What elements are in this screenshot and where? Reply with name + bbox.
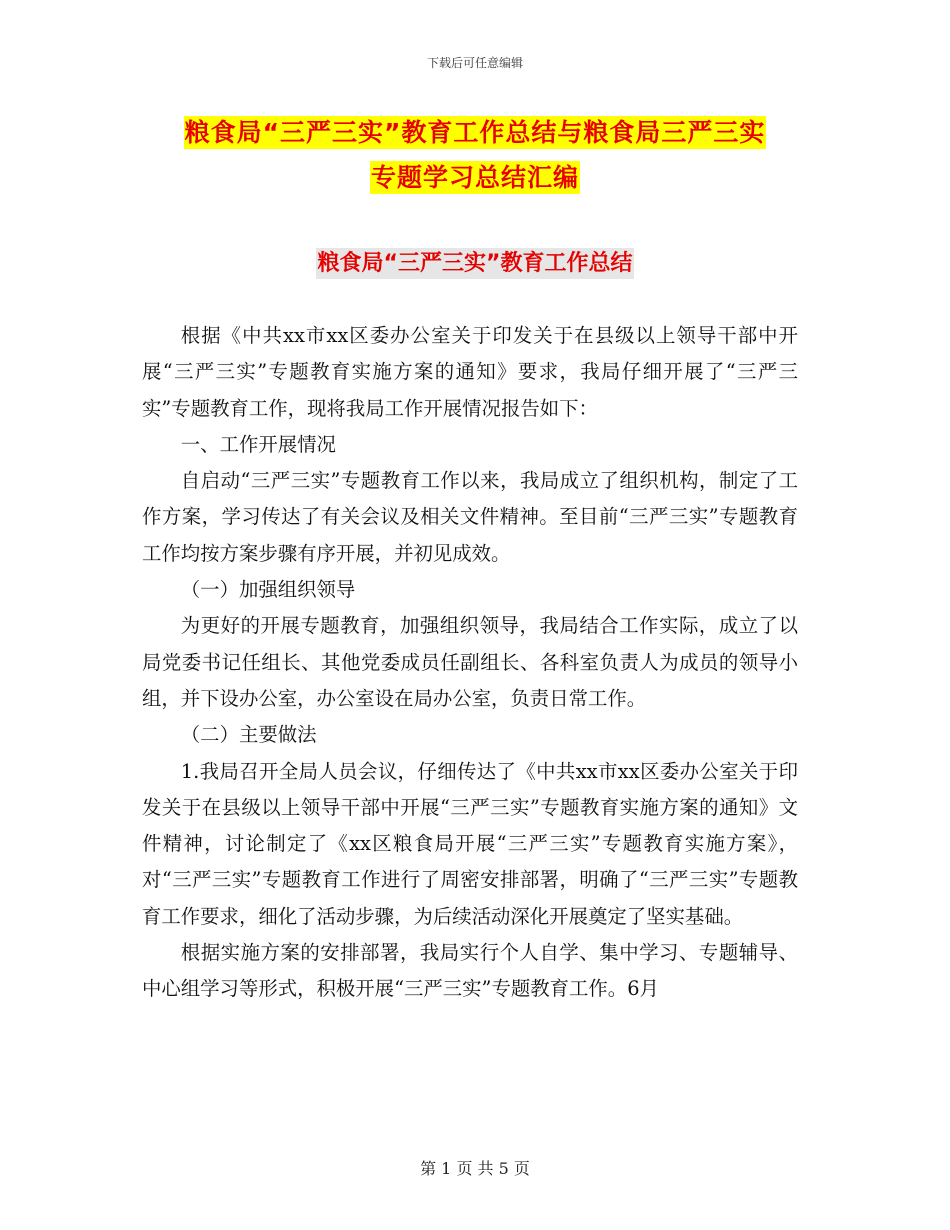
document-title-line-1 <box>0 113 950 149</box>
section-heading-text: 粮食局“三严三实”教育工作总结 <box>316 248 635 279</box>
paragraph: 为更好的开展专题教育，加强组织领导，我局结合工作实际，成立了以局党委书记任组长、其他党委成员任副组长、各科室负责人为成员的领导小组，并下设办公室，办公室设在局办公室，负责日常工作。 <box>142 614 798 710</box>
paragraph: 根据《中共xx市xx区委办公室关于印发关于在县级以上领导干部中开展“三严三实”专题教育实施方案的通知》要求，我局仔细开展了“三严三实”专题教育工作，现将我局工作开展情况报告如下： <box>142 324 798 420</box>
paragraph: 1.我局召开全局人员会议，仔细传达了《中共xx市xx区委办公室关于印发关于在县级以上领导干部中开展“三严三实”专题教育实施方案的通知》文件精神，讨论制定了《xx区粮食局开展“三严三实”专题教育实施方案》，对“三严三实”专题教育工作进行了周密安排部署，明确了“三严三实”专题教育工作要求，细化了活动步骤，为后续活动深化开展奠定了坚实基础。 <box>142 759 798 928</box>
header-note: 下载后可任意编辑 <box>426 56 523 70</box>
title-line-2-text: 专题学习总结汇编 <box>370 163 579 192</box>
section-label: 一、工作开展情况 <box>180 432 336 456</box>
subsection-label: （二）主要做法 <box>180 723 317 747</box>
subsection-label: （一）加强组织领导 <box>180 578 356 602</box>
document-body <box>142 318 798 1008</box>
document-title-line-2 <box>0 158 950 194</box>
paragraph: 根据实施方案的安排部署，我局实行个人自学、集中学习、专题辅导、中心组学习等形式，积极开展“三严三实”专题教育工作。6月 <box>142 941 798 1001</box>
page-number: 第 1 页 共 5 页 <box>420 1159 530 1178</box>
section-heading <box>0 246 950 277</box>
title-line-1-text: 粮食局“三严三实”教育工作总结与粮食局三严三实 <box>184 118 766 147</box>
paragraph: 自启动“三严三实”专题教育工作以来，我局成立了组织机构，制定了工作方案，学习传达了有关会议及相关文件精神。至目前“三严三实”专题教育工作均按方案步骤有序开展，并初见成效。 <box>142 469 798 565</box>
